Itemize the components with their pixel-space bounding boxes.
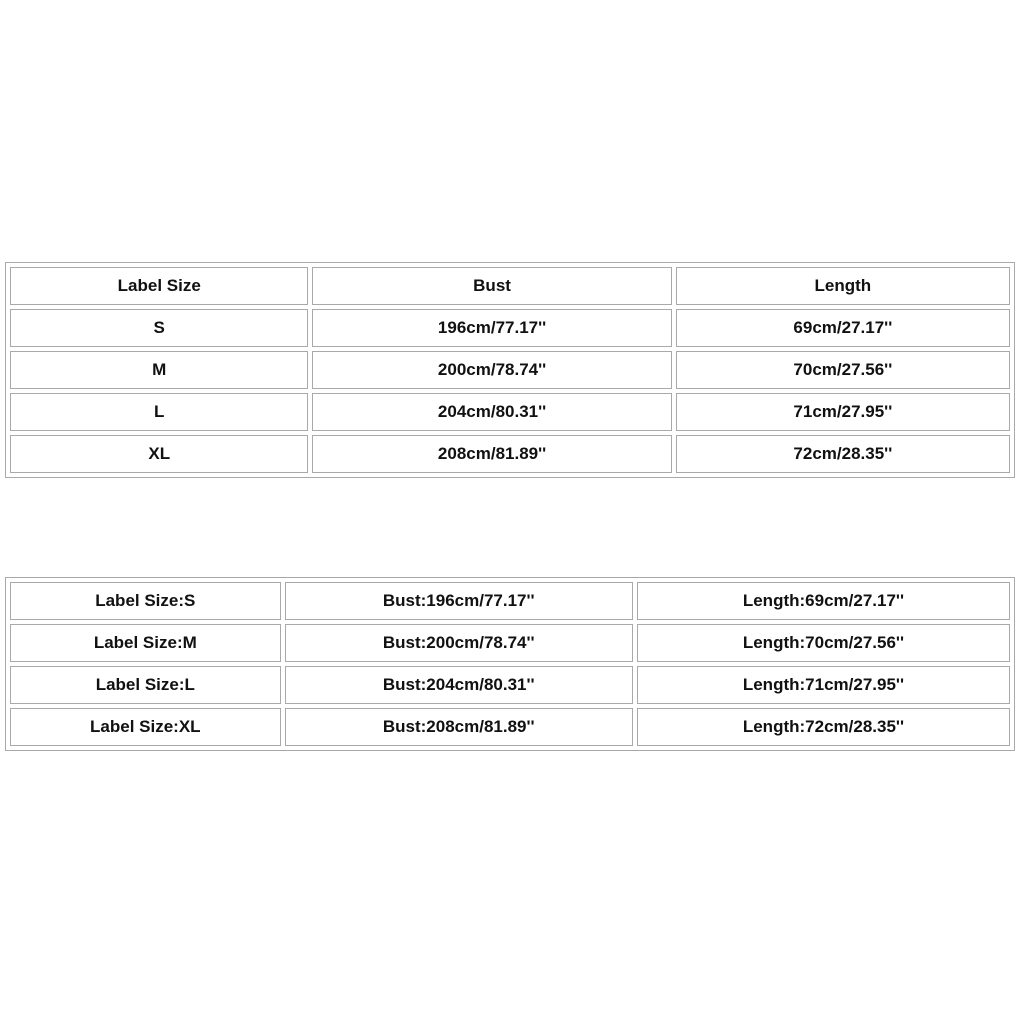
table-row (10, 624, 1010, 662)
size-chart-table (5, 262, 1015, 478)
header-bust: Bust (312, 267, 671, 305)
cell-length: 70cm/27.56'' (676, 351, 1010, 389)
cell-bust: 208cm/81.89'' (312, 435, 671, 473)
cell-size: L (10, 393, 308, 431)
cell-length: Length:70cm/27.56'' (637, 624, 1010, 662)
table-row (10, 309, 1010, 347)
cell-size: M (10, 351, 308, 389)
cell-size: S (10, 309, 308, 347)
table-row (10, 351, 1010, 389)
header-label-size: Label Size (10, 267, 308, 305)
cell-label-size: Label Size:XL (10, 708, 281, 746)
table-row (10, 435, 1010, 473)
cell-bust: 196cm/77.17'' (312, 309, 671, 347)
cell-size: XL (10, 435, 308, 473)
cell-bust: Bust:200cm/78.74'' (285, 624, 633, 662)
table-row (10, 666, 1010, 704)
table-row (10, 708, 1010, 746)
cell-label-size: Label Size:M (10, 624, 281, 662)
cell-label-size: Label Size:L (10, 666, 281, 704)
cell-length: 71cm/27.95'' (676, 393, 1010, 431)
cell-bust: Bust:208cm/81.89'' (285, 708, 633, 746)
cell-length: Length:71cm/27.95'' (637, 666, 1010, 704)
cell-length: 69cm/27.17'' (676, 309, 1010, 347)
cell-length: Length:69cm/27.17'' (637, 582, 1010, 620)
cell-bust: 204cm/80.31'' (312, 393, 671, 431)
table-row (10, 582, 1010, 620)
cell-bust: Bust:204cm/80.31'' (285, 666, 633, 704)
table-header-row (10, 267, 1010, 305)
cell-bust: Bust:196cm/77.17'' (285, 582, 633, 620)
cell-label-size: Label Size:S (10, 582, 281, 620)
cell-bust: 200cm/78.74'' (312, 351, 671, 389)
cell-length: Length:72cm/28.35'' (637, 708, 1010, 746)
header-length: Length (676, 267, 1010, 305)
size-detail-table (5, 577, 1015, 751)
cell-length: 72cm/28.35'' (676, 435, 1010, 473)
table-row (10, 393, 1010, 431)
